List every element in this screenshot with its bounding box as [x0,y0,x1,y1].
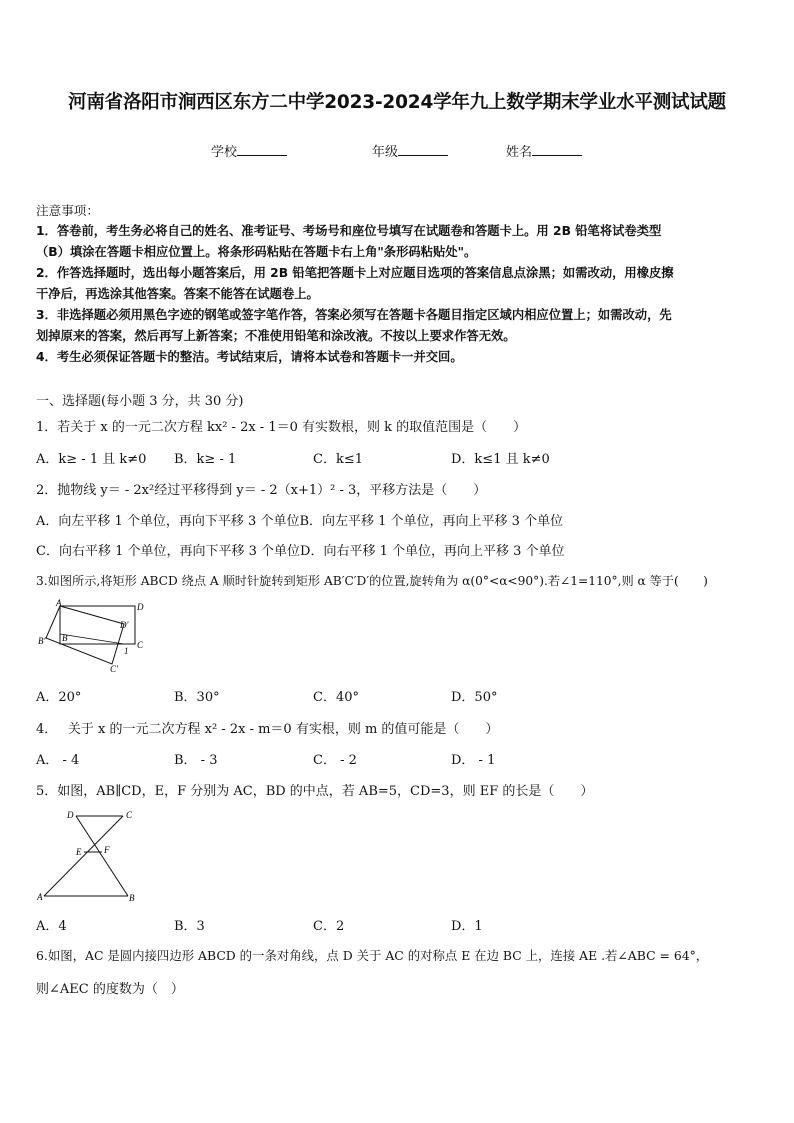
q5-option-b: B．3 [174,919,205,934]
q1-option-c: C．k≤1 [313,452,363,467]
q1-option-d: D．k≤1 且 k≠0 [451,452,550,467]
name-blank [532,143,582,156]
q2-options-cd: C．向右平移 1 个单位，再向下平移 3 个单位D．向右平移 1 个单位，再向上平移 3 个单位 [36,544,565,559]
q5-option-a: A．4 [36,919,67,934]
school-blank [237,143,287,156]
q3-label-cprime: C' [110,664,118,674]
note-3b: 划掉原来的答案，然后再写上新答案；不准使用铅笔和涂改液。不按以上要求作答无效。 [36,329,516,343]
q4-option-d: D． - 1 [451,753,496,768]
q3-figure [36,598,146,676]
q3-label-bprime: B' [38,636,46,646]
grade-label: 年级 [372,145,399,160]
school-label: 学校 [211,145,238,160]
q5-label-f: F [104,845,110,855]
q3-label-d: D [137,602,144,612]
notes-heading: 注意事项： [36,203,99,218]
q5-label-d: D [67,810,74,820]
q3-stem: 3.如图所示,将矩形 ABCD 绕点 A 顺时针旋转到矩形 AB′C′D′的位置,旋转角为 α(0°<α<90°).若∠1=110°,则 α 等于( ) [36,574,708,588]
note-4: 4．考生必须保证答题卡的整洁。考试结束后，请将本试卷和答题卡一并交回。 [36,350,463,364]
q5-option-d: D．1 [451,919,483,934]
q3-option-b: B．30° [174,690,220,705]
q4-option-c: C． - 2 [313,753,357,768]
q5-option-c: C．2 [313,919,345,934]
q1-stem: 1．若关于 x 的一元二次方程 kx² - 2x - 1＝0 有实数根，则 k 的取值范围是（ ） [36,420,527,435]
q3-label-a: A [56,598,62,608]
rect-abcd-rotated [46,606,124,664]
q3-label-angle-1: 1 [124,646,129,656]
q2-options-ab: A．向左平移 1 个单位，再向下平移 3 个单位B．向左平移 1 个单位，再向上平移 3 个单位 [36,514,564,529]
q2-stem: 2．抛物线 y＝ - 2x²经过平移得到 y＝ - 2（x+1）² - 3，平移方法是（ ） [36,483,487,498]
q5-label-b: B [129,893,135,903]
q4-stem: 4． 关于 x 的一元二次方程 x² - 2x - m＝0 有实根，则 m 的值可能是（ ） [36,722,499,737]
q3-inner-line [60,634,124,644]
section-heading: 一、选择题(每小题 3 分，共 30 分) [36,394,244,409]
notes-block [36,200,758,368]
page-title: 河南省洛阳市涧西区东方二中学2023-2024学年九上数学期末学业水平测试试题 [68,92,726,113]
name-label: 姓名 [506,145,533,160]
q4-option-a: A． - 4 [36,753,80,768]
q1-option-b: B．k≥ - 1 [174,452,237,467]
grade-blank [398,143,448,156]
q5-label-a: A [37,892,43,902]
q3-option-d: D．50° [451,690,498,705]
q3-label-b: B [62,633,68,643]
note-1a: 1．答卷前，考生务必将自己的姓名、准考证号、考场号和座位号填写在试题卷和答题卡上。用 2B 铅笔将试卷类型 [36,224,662,238]
q6-stem-line1: 6.如图，AC 是圆内接四边形 ABCD 的一条对角线，点 D 关于 AC 的对称点 E 在边 BC 上，连接 AE .若∠ABC = 64°， [36,948,709,963]
note-2b: 干净后，再选涂其他答案。答案不能答在试题卷上。 [36,287,319,301]
q4-option-b: B． - 3 [174,753,218,768]
name-field [506,141,582,160]
q3-option-a: A．20° [36,690,82,705]
q5-label-e: E [76,847,82,857]
grade-field [372,141,448,160]
q3-label-c: C [137,640,144,650]
q5-stem: 5．如图，AB∥CD，E，F 分别为 AC，BD 的中点，若 AB=5，CD=3，则 EF 的长是（ ） [36,784,594,799]
q6-stem-line2: 则∠AEC 的度数为（ ） [36,982,184,997]
q3-label-dprime: D' [120,620,129,630]
q1-option-a: A．k≥ - 1 且 k≠0 [36,452,147,467]
note-2a: 2．作答选择题时，选出每小题答案后，用 2B 铅笔把答题卡上对应题目选项的答案信息点涂黑；如需改动，用橡皮擦 [36,266,674,280]
note-1b: （B）填涂在答题卡相应位置上。将条形码粘贴在答题卡右上角"条形码粘贴处"。 [36,245,477,259]
q5-label-c: C [126,810,133,820]
q3-option-c: C．40° [313,690,359,705]
note-3a: 3．非选择题必须用黑色字迹的钢笔或签字笔作答，答案必须写在答题卡各题目指定区域内相应位置上；如需改动，先 [36,308,672,322]
school-field [211,141,287,160]
q5-figure [36,808,144,906]
